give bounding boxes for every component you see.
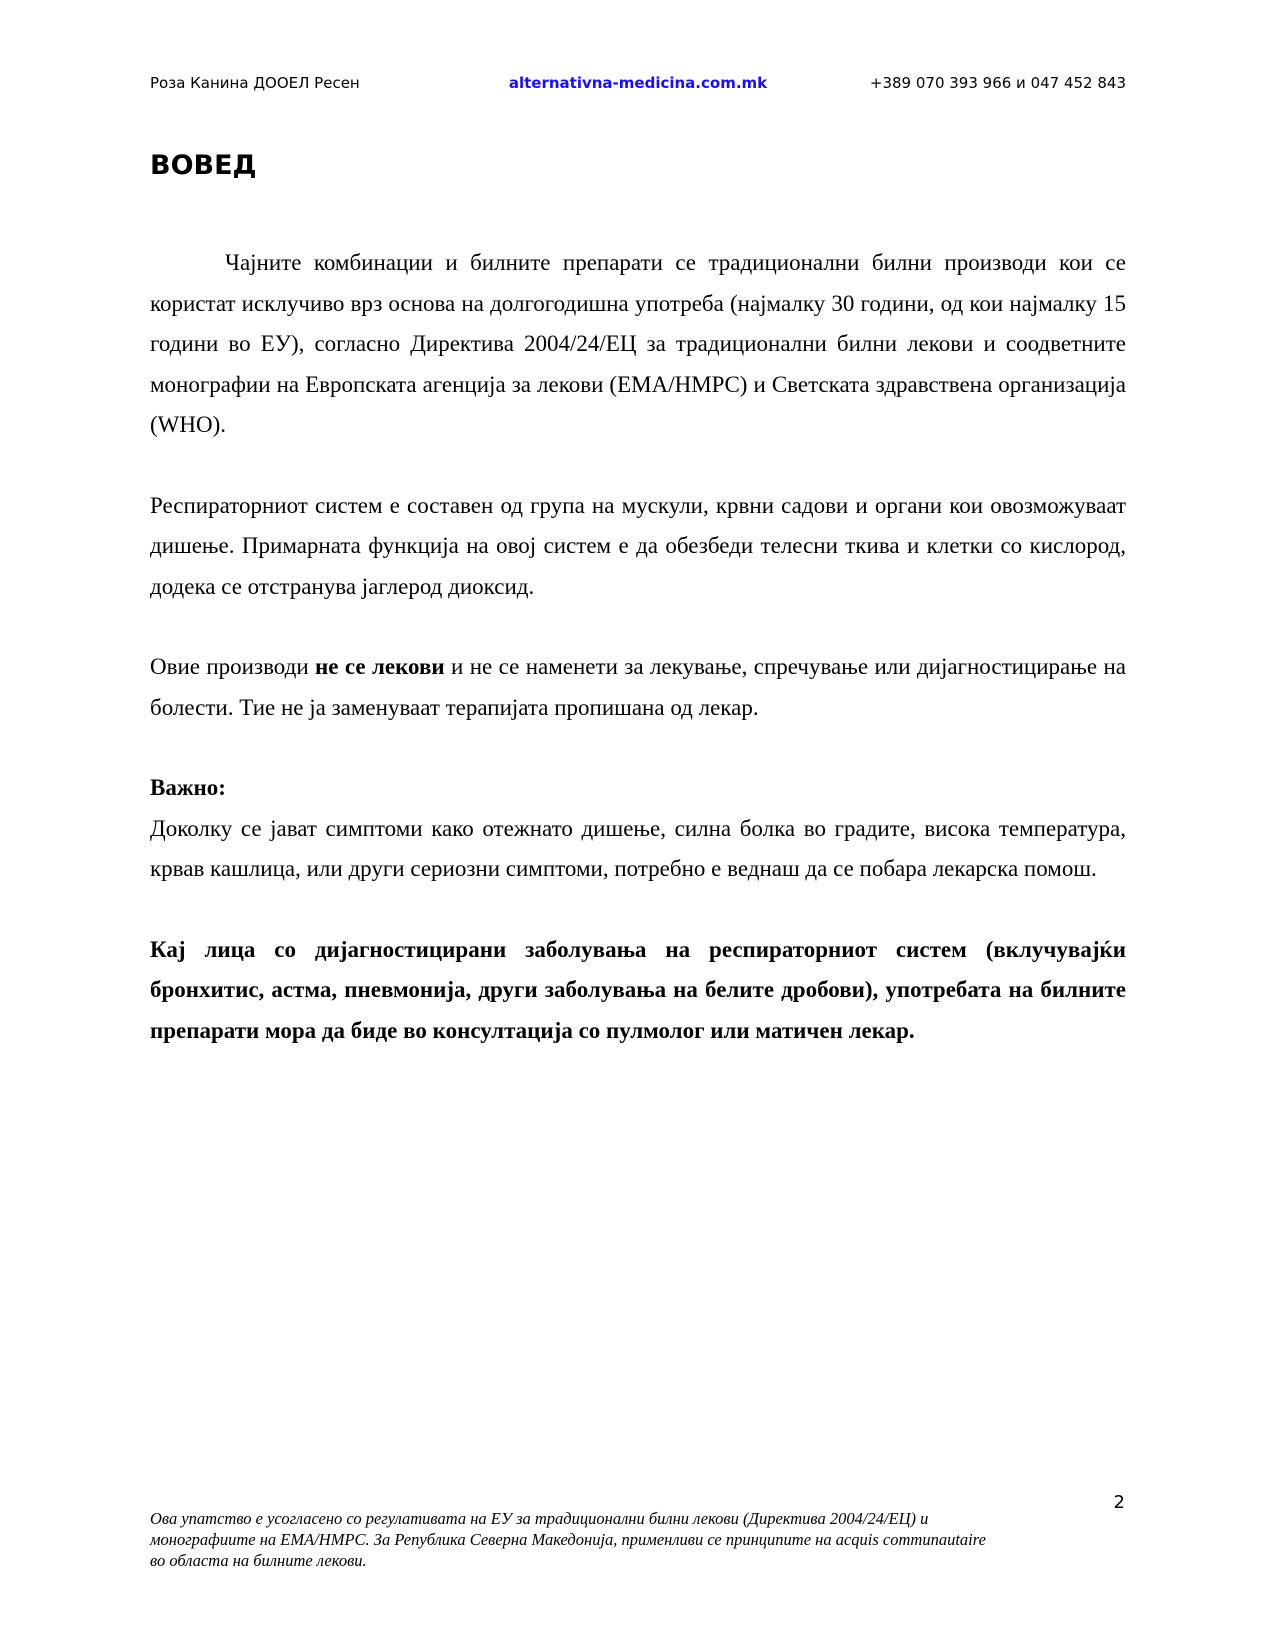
not-medicine-emphasis: не се лекови bbox=[315, 654, 445, 679]
intro-paragraph: Чајните комбинации и билните препарати се традиционални билни производи кои се користат исклучиво врз основа на долгогодишна употреба (најмалку 30 години, од кои најмалку 15 години во ЕУ), согласно Директива 2004/24/ЕЦ за традиционални билни лекови и соодветните монографии на Европската агенција за лекови (EMA/HMPC) и Светската здравствена организација (WHO). bbox=[150, 250, 1126, 437]
website-link[interactable]: alternativna-medicina.com.mk bbox=[508, 74, 768, 92]
not-medicine-paragraph bbox=[150, 647, 1126, 728]
page-title: ВОВЕД bbox=[150, 150, 257, 181]
phone-numbers: +389 070 393 966 и 047 452 843 bbox=[869, 74, 1126, 92]
page-number: 2 bbox=[1113, 1492, 1125, 1513]
page-header bbox=[150, 74, 1126, 98]
footer-line-2: монографиите на EMA/HMPC. За Република Северна Македонија, применливи се принципите на acquis communautaire bbox=[150, 1530, 986, 1549]
not-medicine-text-end: и не се наменети за лекување, спречување или дијагностицирање на болести. Тие не ја заменуваат терапијата пропишана од лекар. bbox=[150, 654, 1126, 720]
not-medicine-text-start: Овие производи bbox=[150, 654, 316, 679]
important-label: Важно: bbox=[150, 775, 226, 800]
footer-line-3: во областа на билните лекови. bbox=[150, 1551, 367, 1570]
company-name: Роза Канина ДООЕЛ Ресен bbox=[150, 74, 360, 92]
respiratory-paragraph: Респираторниот систем е составен од група на мускули, крвни садови и органи кои овозможуваат дишење. Примарната функција на овој систем е да обезбеди телесни ткива и клетки со кислород, додека се отстранува јаглерод диоксид. bbox=[150, 492, 1126, 599]
important-paragraph: Доколку се јават симптоми како отежнато дишење, силна болка во градите, висока температура, крвав кашлица, или други сериозни симптоми, потребно е веднаш да се побара лекарска помош. bbox=[150, 815, 1126, 881]
footer-line-1: Ова упатство е усогласено со регулативата на ЕУ за традиционални билни лекови (Директива 2004/24/ЕЦ) и bbox=[150, 1509, 929, 1528]
warning-paragraph: Кај лица со дијагностицирани заболувања на респираторниот систем (вклучувајќи бронхитис, астма, пневмонија, други заболувања на белите дробови), употребата на билните препарати мора да биде во консултација со пулмолог или матичен лекар. bbox=[150, 936, 1126, 1043]
document-body bbox=[150, 243, 1126, 1051]
page-footer bbox=[150, 1508, 1126, 1571]
